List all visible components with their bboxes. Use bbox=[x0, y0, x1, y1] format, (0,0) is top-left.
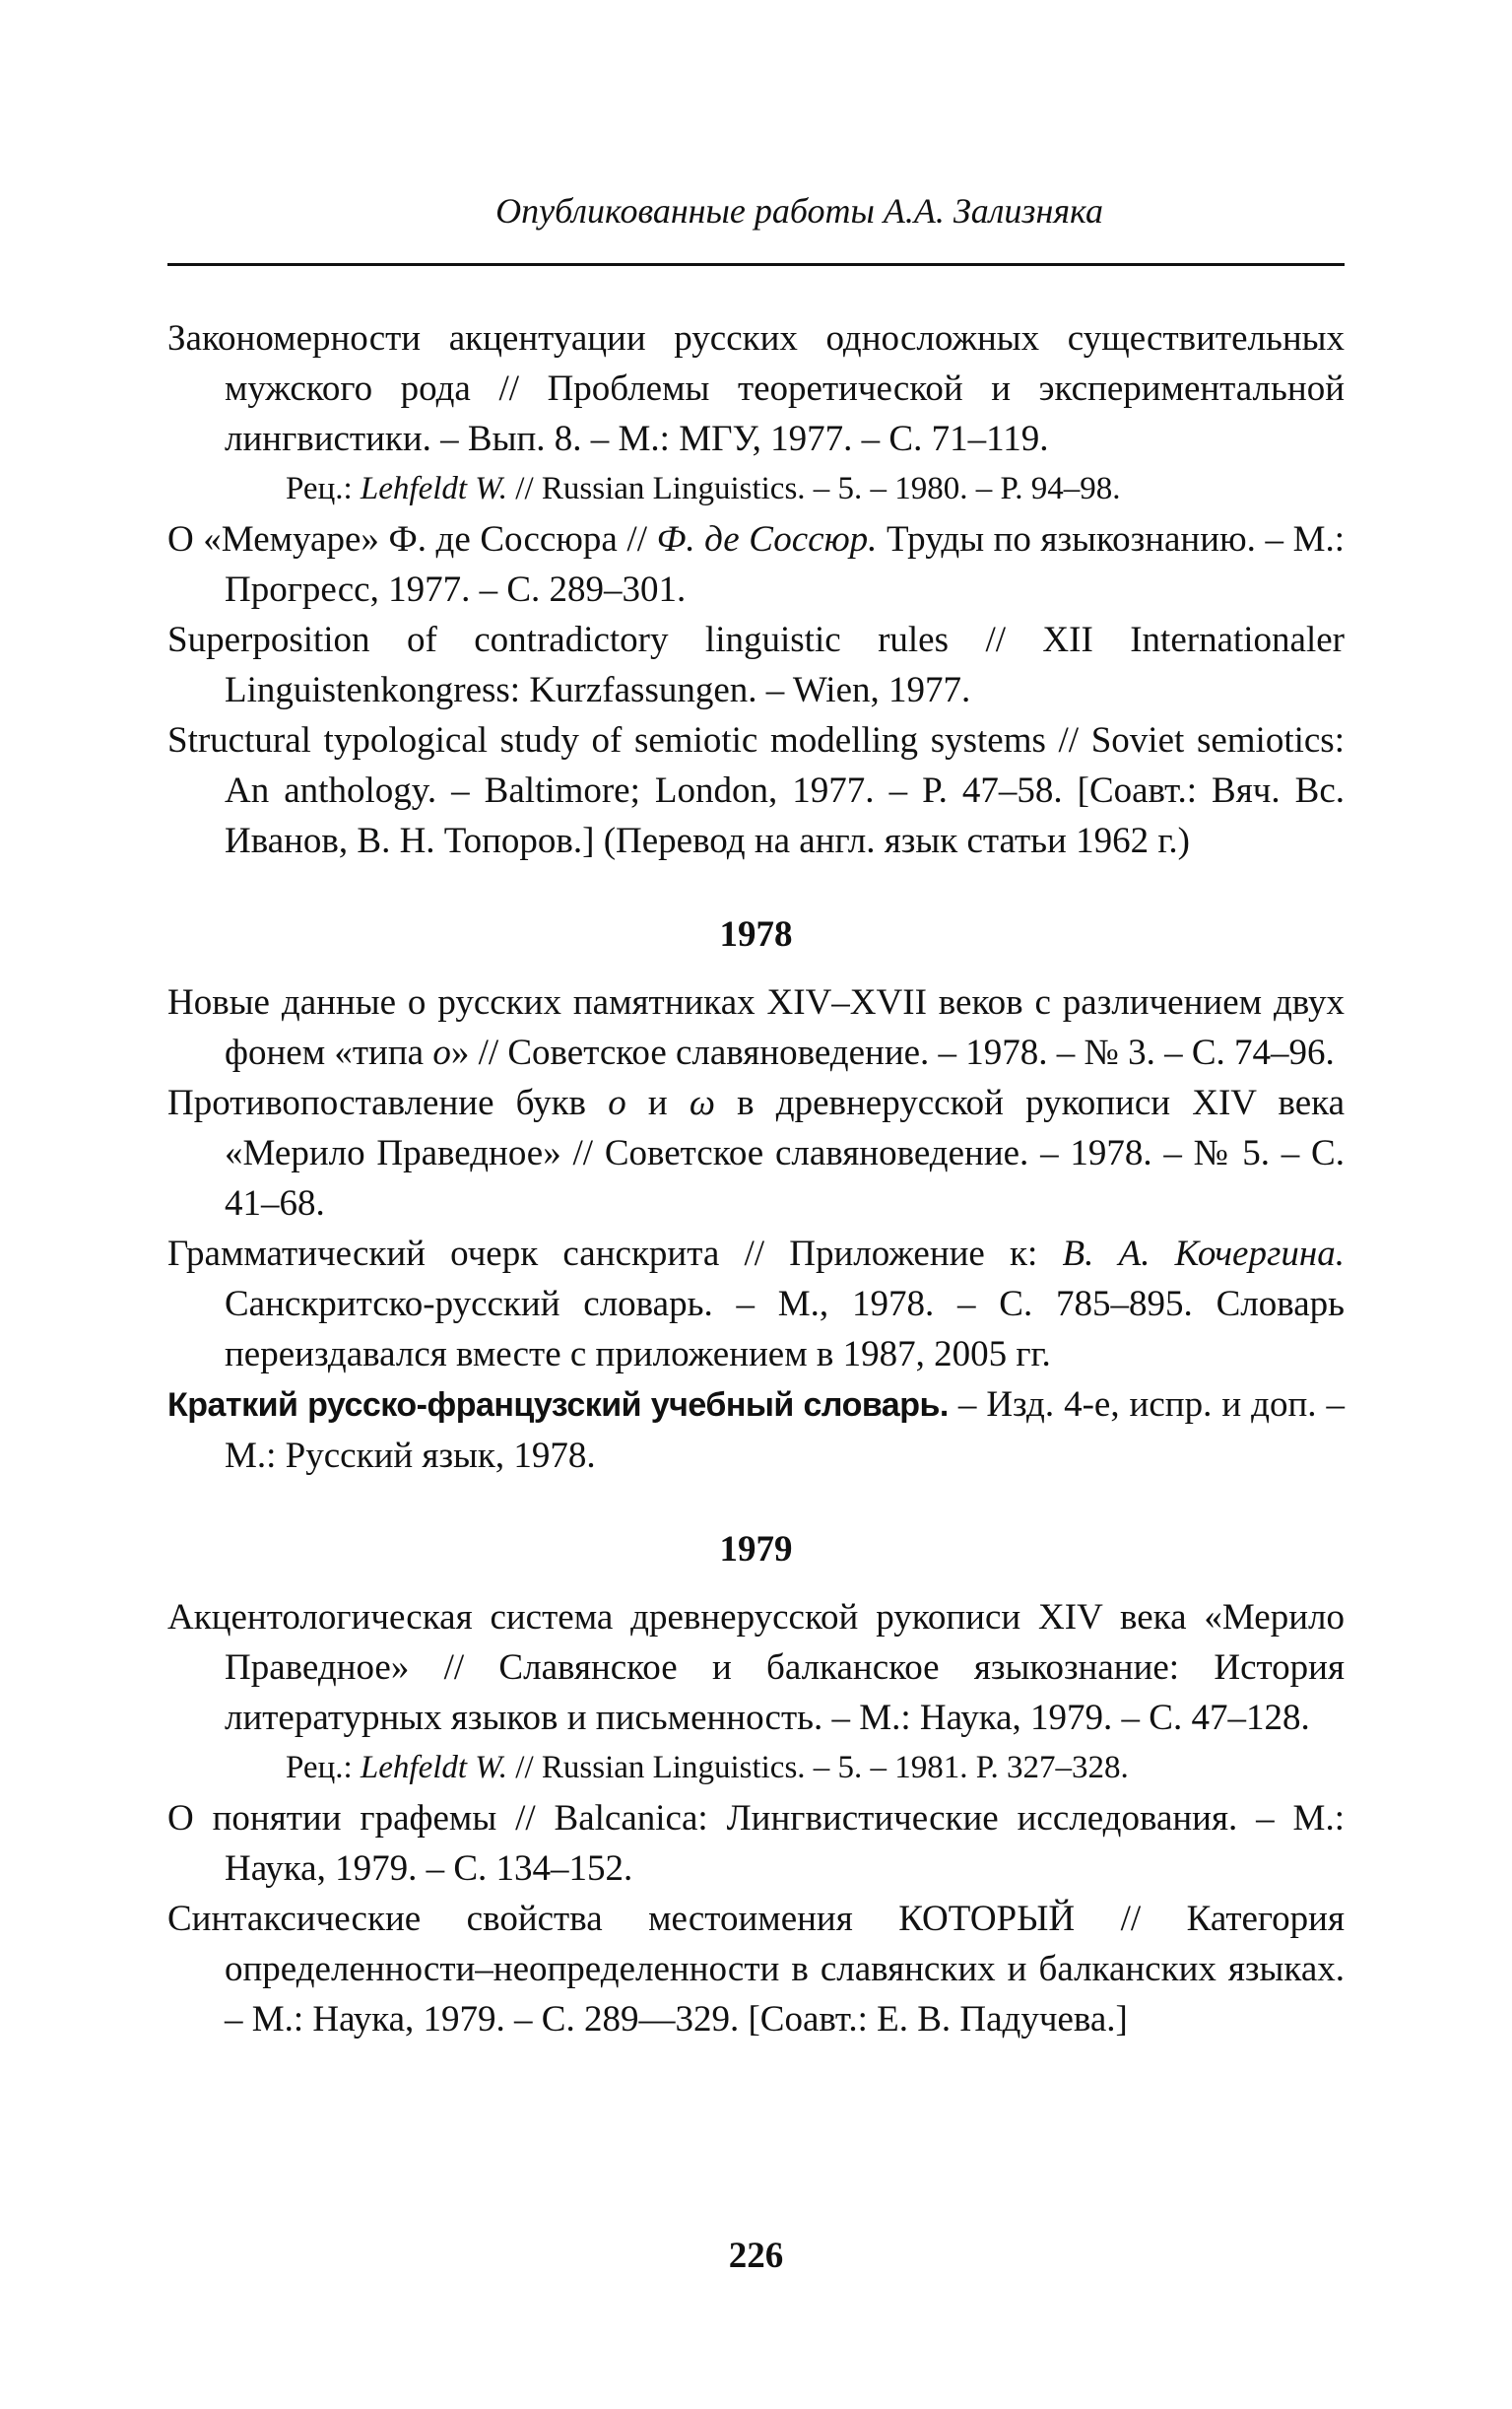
bib-entry: Закономерности акцентуации русских односложных существительных мужского рода // Проблемы теоретической и экспериментальной лингвистики. – Вып. 8. – М.: МГУ, 1977. – С. 71–119. bbox=[167, 318, 1345, 459]
bib-entry: О «Мемуаре» Ф. де Соссюра // Ф. де Соссюр. Труды по языкознанию. – М.: Прогресс, 1977. – С. 289–301. bbox=[167, 519, 1345, 610]
running-head: Опубликованные работы А.А. Зализняка bbox=[495, 191, 1103, 231]
bib-entry: Противопоставление букв о и ω в древнерусской рукописи XIV века «Мерило Праведное» // Советское славяноведение. – 1978. – № 5. – С. 41–68. bbox=[167, 1083, 1345, 1224]
year-heading-1979: 1979 bbox=[719, 1529, 793, 1570]
bib-entry: Синтаксические свойства местоимения КОТОРЫЙ // Категория определенности–неопределенности в славянских и балканских языках. – М.: Наука, 1979. – С. 289—329. [Соавт.: Е. В. Падучева.] bbox=[167, 1899, 1345, 2040]
bib-entry: Краткий русско-французский учебный словарь. – Изд. 4-е, испр. и доп. – М.: Русский язык, 1978. bbox=[167, 1384, 1345, 1476]
bib-entry: Structural typological study of semiotic modelling systems // Soviet semiotics: An anthology. – Baltimore; London, 1977. – P. 47–58. [Соавт.: Вяч. Вс. Иванов, В. Н. Топоров.] (Перевод на англ. язык статьи 1962 г.) bbox=[167, 720, 1345, 861]
header-rule bbox=[167, 263, 1345, 266]
bibliography-content bbox=[167, 313, 1345, 2044]
bib-entry: Грамматический очерк санскрита // Приложение к: В. А. Кочергина. Санскритско-русский словарь. – М., 1978. – С. 785–895. Словарь переиздавался вместе с приложением в 1987, 2005 гг. bbox=[167, 1234, 1345, 1374]
bib-entry: Новые данные о русских памятниках XIV–XVII веков с различением двух фонем «типа о» // Советское славяноведение. – 1978. – № 3. – С. 74–96. bbox=[167, 982, 1345, 1073]
page-number: 226 bbox=[728, 2236, 784, 2276]
review-entry: Рец.: Lehfeldt W. // Russian Linguistics. – 5. – 1980. – P. 94–98. bbox=[286, 471, 1121, 506]
bib-entry: Акцентологическая система древнерусской рукописи XIV века «Мерило Праведное» // Славянское и балканское языкознание: История литературных языков и письменность. – М.: Наука, 1979. – С. 47–128. bbox=[167, 1597, 1345, 1738]
bib-entry: О понятии графемы // Balcanica: Лингвистические исследования. – М.: Наука, 1979. – С. 134–152. bbox=[167, 1798, 1345, 1889]
bib-entry: Superposition of contradictory linguistic rules // XII Internationaler Linguistenkongress: Kurzfassungen. – Wien, 1977. bbox=[167, 620, 1345, 710]
review-entry: Рец.: Lehfeldt W. // Russian Linguistics. – 5. – 1981. P. 327–328. bbox=[286, 1750, 1129, 1785]
year-heading-1978: 1978 bbox=[719, 914, 793, 955]
